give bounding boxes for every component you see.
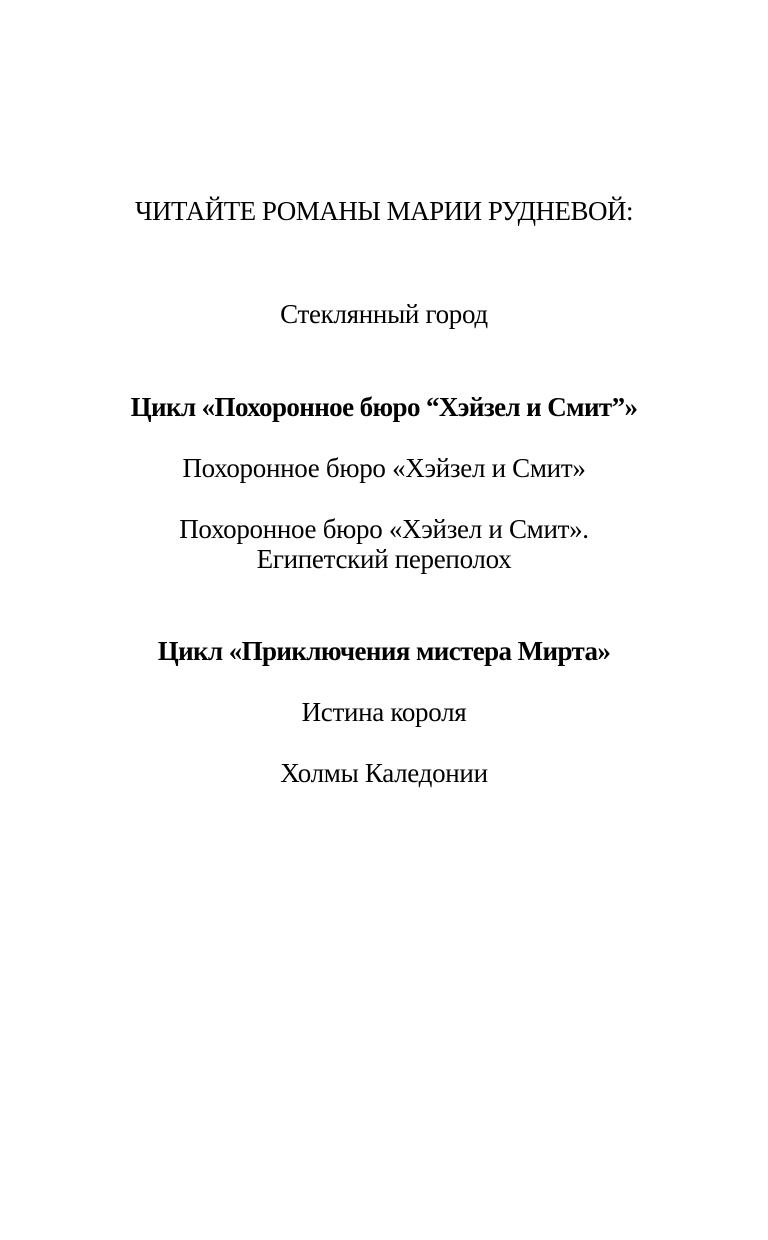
series-title-hazel-smith: Цикл «Похоронное бюро “Хэйзел и Смит”» <box>130 392 638 422</box>
book-title-line-1: Похоронное бюро «Хэйзел и Смит». <box>179 514 589 544</box>
standalone-book-title: Стеклянный город <box>280 299 488 329</box>
book-title: Холмы Каледонии <box>280 758 488 788</box>
page-heading: ЧИТАЙТЕ РОМАНЫ МАРИИ РУДНЕВОЙ: <box>135 196 633 226</box>
series-title-mister-mirt: Цикл «Приключения мистера Мирта» <box>157 636 611 666</box>
book-title-line-2: Египетский переполох <box>256 544 512 574</box>
book-title: Похоронное бюро «Хэйзел и Смит» <box>182 453 586 483</box>
book-title: Истина короля <box>301 697 467 727</box>
